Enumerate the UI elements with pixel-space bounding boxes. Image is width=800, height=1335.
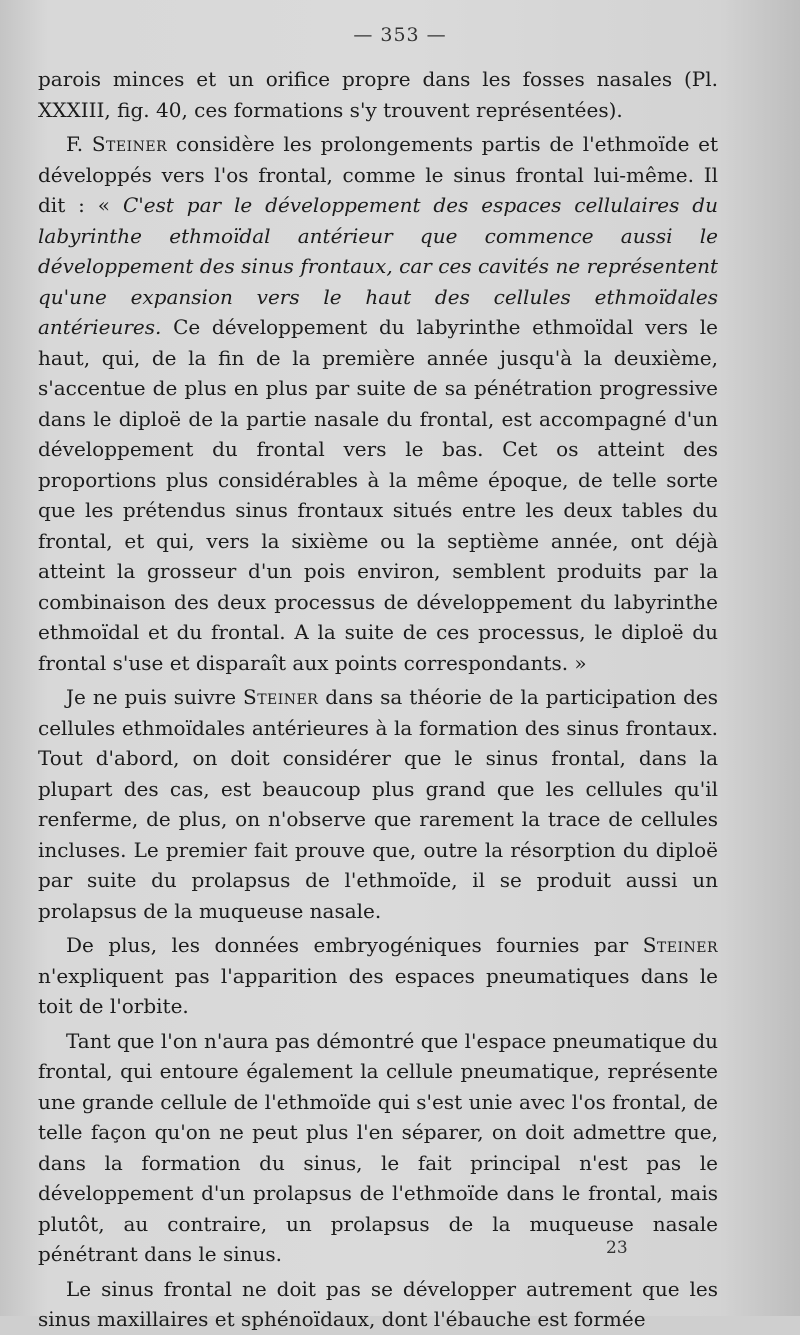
paragraph-4-post: n'expliquent pas l'apparition des espaces pneumatiques dans le toit de l'orbite. xyxy=(38,963,718,1018)
paragraph-5 xyxy=(38,1026,718,1270)
paragraph-4 xyxy=(38,930,718,1022)
paragraph-3 xyxy=(38,682,718,926)
paragraph-1 xyxy=(38,64,718,125)
author-name-steiner: Steiner xyxy=(642,933,718,957)
paragraph-1-text: parois minces et un orifice propre dans les fosses nasales (Pl. XXXIII, fig. 40, ces formations s'y trouvent représentées). xyxy=(38,67,718,122)
paragraph-2-mid: considère les prolongements partis de l'ethmoïde et développés vers l'os frontal, comme le sinus frontal lui-même. Il dit : « xyxy=(38,132,718,217)
paragraph-5-text: Tant que l'on n'aura pas démontré que l'espace pneumatique du frontal, qui entoure également la cellule pneumatique, représente une grande cellule de l'ethmoïde qui s'est unie avec l'os frontal, de telle façon qu'on ne peut plus l'en séparer, on doit admettre que, dans la formation du sinus, le fait principal n'est pas le développement d'un prolapsus de l'ethmoïde dans le frontal, mais plutôt, au contraire, un prolapsus de la muqueuse nasale pénétrant dans le sinus. xyxy=(38,1028,719,1266)
paragraph-2-pre: F. xyxy=(66,132,92,156)
signature-mark: 23 xyxy=(606,1238,628,1258)
body-text xyxy=(38,64,718,1335)
paragraph-2-quote: C'est par le développement des espaces cellulaires du labyrinthe ethmoïdal antérieur que commence aussi le développement des sinus frontaux, car ces cavités ne représentent qu'une expansion vers le haut des cellules ethmoïdales antérieures. xyxy=(38,193,718,339)
author-name-steiner: Steiner xyxy=(243,685,319,709)
page-number: — 353 — xyxy=(353,24,447,46)
paragraph-3-pre: Je ne puis suivre xyxy=(66,685,244,709)
paragraph-4-pre: De plus, les données embryogéniques fournies par xyxy=(66,933,643,957)
paragraph-3-post: dans sa théorie de la participation des cellules ethmoïdales antérieures à la formation des sinus frontaux. Tout d'abord, on doit considérer que le sinus frontal, dans la plupart des cas, est beaucoup plus grand que les cellules qu'il renferme, de plus, on n'observe que rarement la trace de cellules incluses. Le premier fait prouve que, outre la résorption du diploë par suite du prolapsus de l'ethmoïde, il se produit aussi un prolapsus de la muqueuse nasale. xyxy=(38,685,718,923)
paragraph-6-text: Le sinus frontal ne doit pas se développer autrement que les sinus maxillaires et sphénoïdaux, dont l'ébauche est formée xyxy=(38,1276,718,1331)
paragraph-2-post: Ce développement du labyrinthe ethmoïdal vers le haut, qui, de la fin de la première année jusqu'à la deuxième, s'accentue de plus en plus par suite de sa pénétration progressive dans le diploë de la partie nasale du frontal, est accompagné d'un développement du frontal vers le bas. Cet os atteint des proportions plus considérables à la même époque, de telle sorte que les prétendus sinus frontaux situés entre les deux tables du frontal, et qui, vers la sixième ou la septième année, ont déjà atteint la grosseur d'un pois environ, semblent produits par la combinaison des deux processus de développement du labyrinthe ethmoïdal et du frontal. A la suite de ces processus, le diploë du frontal s'use et disparaît aux points correspondants. » xyxy=(38,315,718,675)
paragraph-6 xyxy=(38,1274,718,1335)
paragraph-2 xyxy=(38,129,718,678)
author-name-steiner: Steiner xyxy=(91,132,168,156)
